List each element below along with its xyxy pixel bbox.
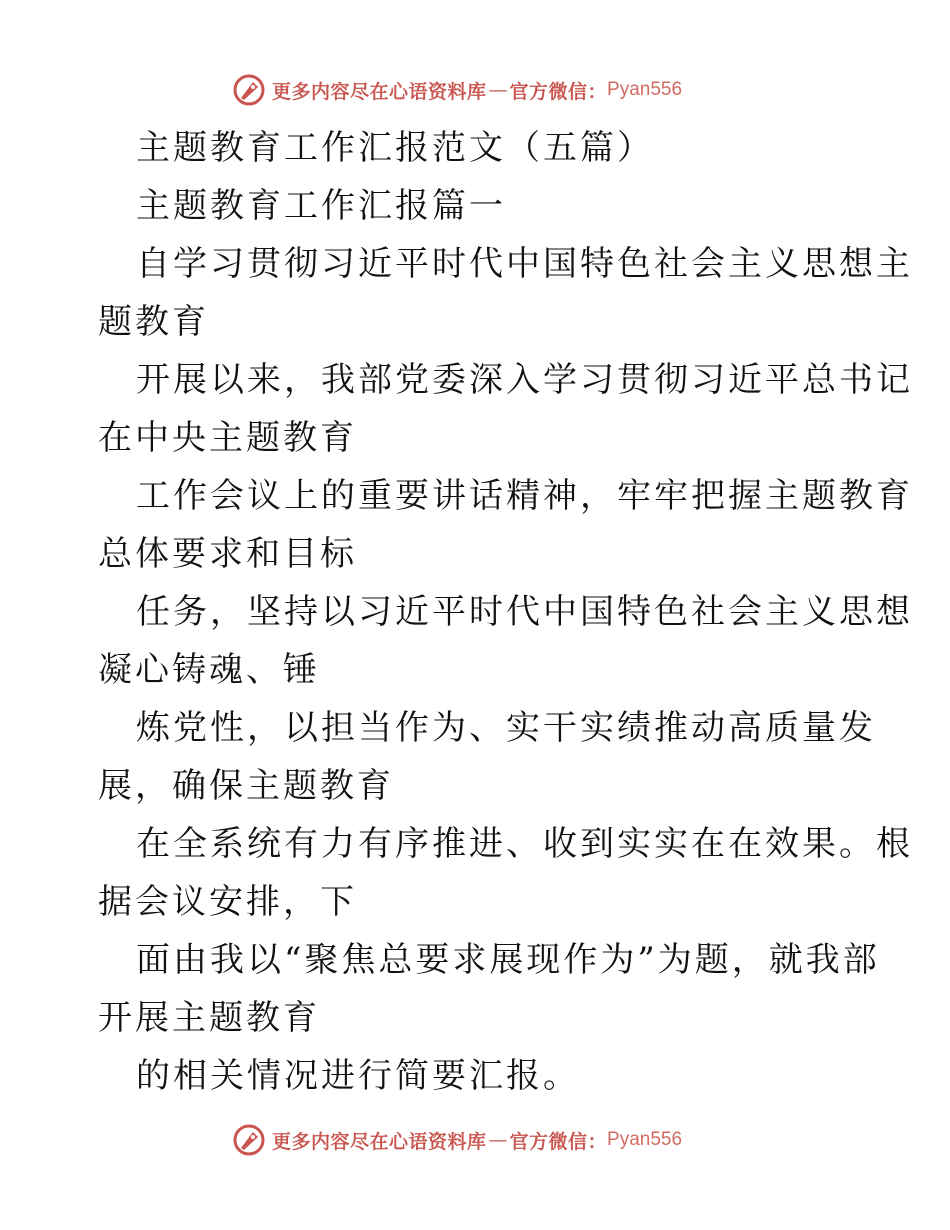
body-text-line: 总体要求和目标: [98, 534, 357, 574]
watermark-handle: Pyan556: [607, 79, 683, 100]
section-heading: 主题教育工作汇报篇一: [136, 186, 506, 226]
body-text-line: 在中央主题教育: [98, 418, 357, 458]
watermark-text: 更多内容尽在心语资料库: [272, 1130, 487, 1153]
watermark-text: 更多内容尽在心语资料库: [272, 80, 487, 103]
body-text-line: 凝心铸魂、锤: [98, 650, 320, 690]
body-text-line: 面由我以“聚焦总要求展现作为”为题，就我部: [136, 940, 880, 980]
document-body: [98, 119, 913, 1105]
body-text-line: 的相关情况进行简要汇报。: [136, 1056, 580, 1096]
body-text-line: 任务，坚持以习近平时代中国特色社会主义思想: [136, 592, 913, 632]
watermark-separator: —: [488, 1129, 508, 1151]
body-text-line: 工作会议上的重要讲话精神，牢牢把握主题教育: [136, 476, 913, 516]
watermark-contact-label: 官方微信：: [509, 1130, 608, 1153]
pen-nib-logo-icon: [232, 1123, 266, 1157]
watermark-separator: —: [488, 79, 508, 101]
body-text-line: 开展主题教育: [98, 998, 320, 1038]
pen-nib-logo-icon: [232, 73, 266, 107]
header-watermark: [232, 72, 682, 108]
body-text-line: 题教育: [98, 302, 209, 342]
body-text-line: 在全系统有力有序推进、收到实实在在效果。根: [136, 824, 913, 864]
body-text-line: 炼党性，以担当作为、实干实绩推动高质量发: [136, 708, 876, 748]
body-text-line: 自学习贯彻习近平时代中国特色社会主义思想主: [136, 244, 913, 284]
body-text-line: 据会议安排，下: [98, 882, 357, 922]
watermark-handle: Pyan556: [607, 1129, 683, 1150]
footer-watermark: [232, 1122, 682, 1158]
body-text-line: 展，确保主题教育: [98, 766, 394, 806]
body-text-line: 开展以来，我部党委深入学习贯彻习近平总书记: [136, 360, 913, 400]
watermark-contact-label: 官方微信：: [509, 80, 608, 103]
document-title: 主题教育工作汇报范文（五篇）: [136, 128, 654, 168]
